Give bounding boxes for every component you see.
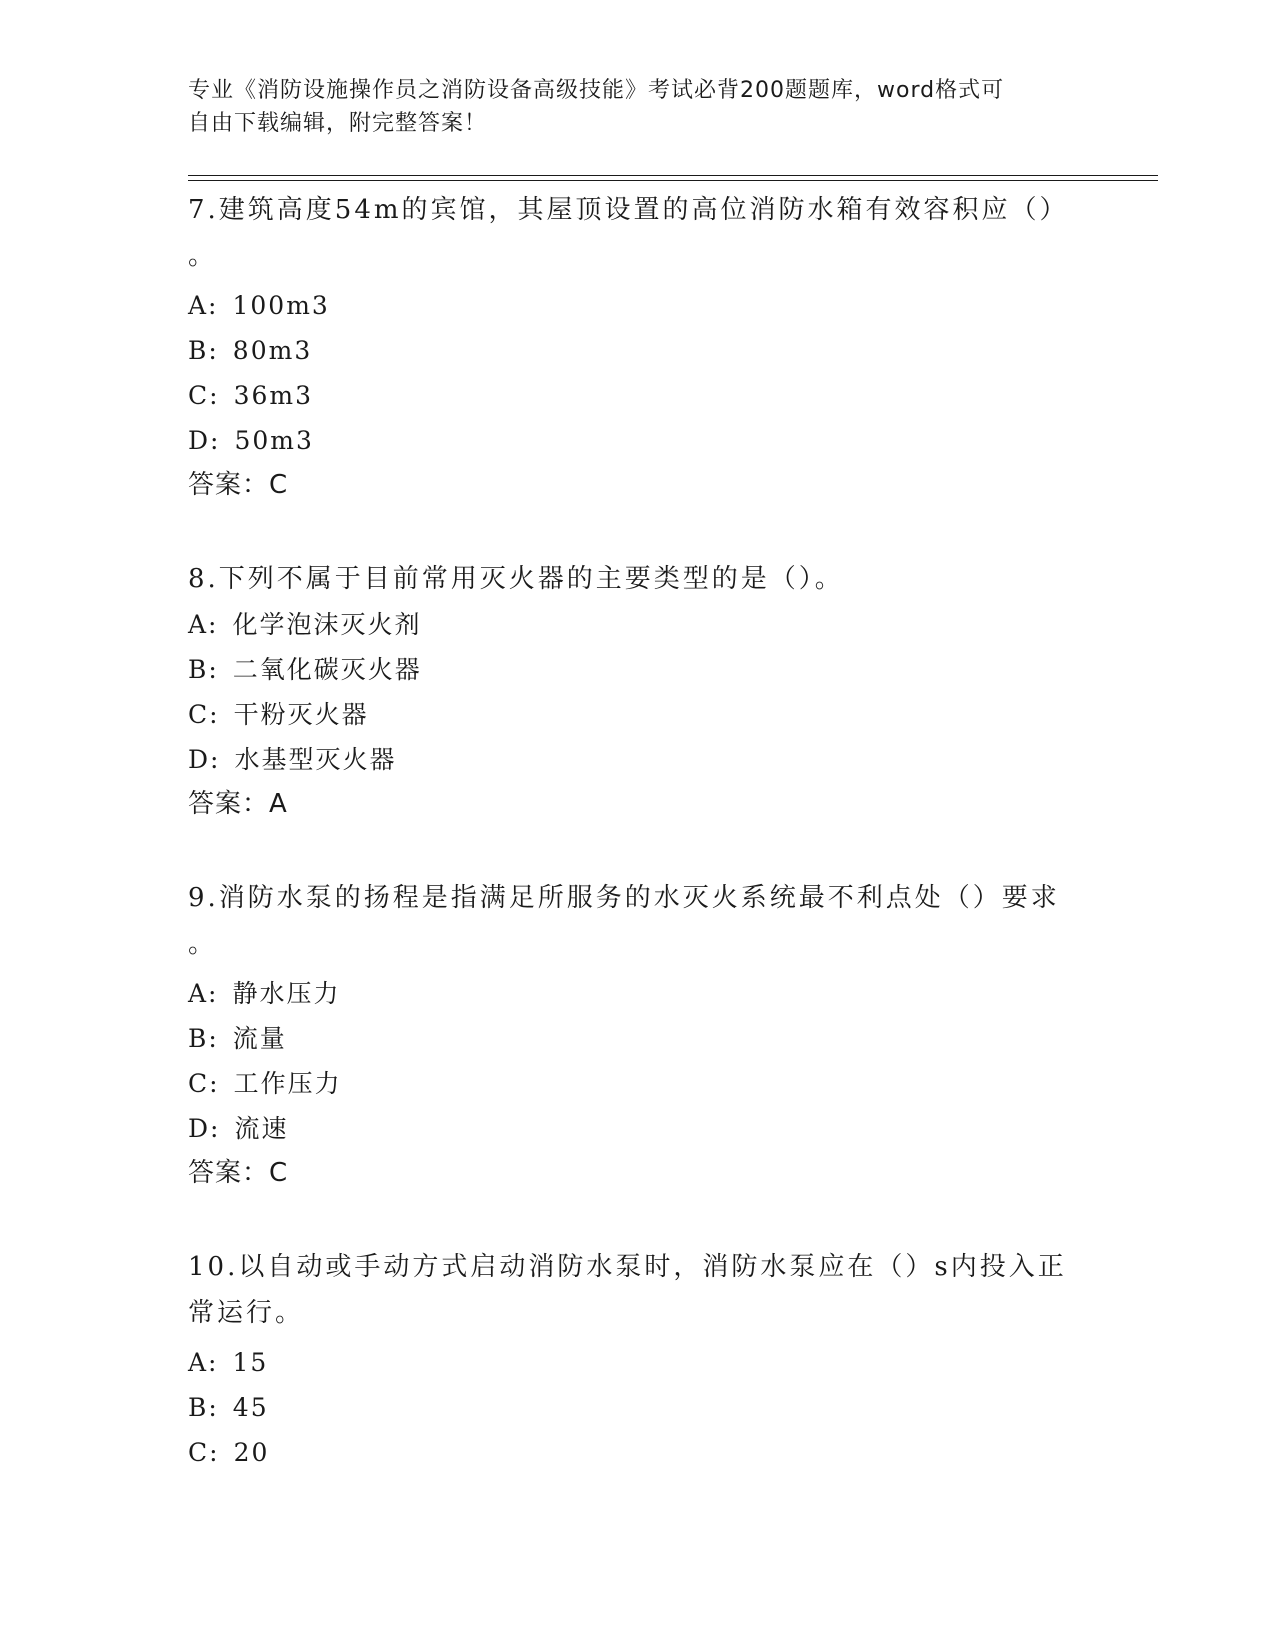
option-a [188, 602, 1088, 647]
option-key: C: [188, 1069, 220, 1098]
option-a [188, 1340, 1088, 1385]
option-key: D: [188, 426, 221, 455]
option-b [188, 647, 1088, 692]
option-value: 干粉灭火器 [233, 700, 369, 729]
question-text-continued: 常运行。 [188, 1298, 305, 1328]
question-text: 7.建筑高度54m的宾馆，其屋顶设置的高位消防水箱有效容积应（） [188, 195, 1069, 225]
option-key: C: [188, 700, 220, 729]
option-value: 15 [232, 1348, 269, 1377]
question-10 [188, 1244, 1088, 1475]
question-text-continued: 。 [188, 241, 218, 271]
option-c [188, 1061, 1088, 1106]
option-key: A: [188, 610, 219, 639]
option-c [188, 1430, 1088, 1475]
document-header [188, 74, 1088, 140]
option-value: 二氧化碳灭火器 [232, 655, 422, 684]
option-b [188, 1385, 1088, 1430]
header-divider-bottom [188, 180, 1158, 181]
question-text: 8.下列不属于目前常用灭火器的主要类型的是（）。 [188, 564, 844, 594]
option-b [188, 1016, 1088, 1061]
option-key: C: [188, 1438, 220, 1467]
option-d [188, 737, 1088, 782]
question-7 [188, 187, 1088, 508]
option-key: D: [188, 745, 221, 774]
question-text: 9.消防水泵的扬程是指满足所服务的水灭火系统最不利点处（）要求 [188, 883, 1060, 913]
option-c [188, 692, 1088, 737]
question-list [188, 187, 1088, 1523]
option-key: B: [188, 1393, 219, 1422]
answer-line: 答案：A [188, 789, 288, 819]
header-divider-top [188, 175, 1158, 176]
option-a [188, 971, 1088, 1016]
option-value: 工作压力 [233, 1069, 342, 1098]
question-9 [188, 875, 1088, 1196]
option-d [188, 1106, 1088, 1151]
option-key: A: [188, 1348, 219, 1377]
option-value: 化学泡沫灭火剂 [232, 610, 422, 639]
option-key: A: [188, 979, 219, 1008]
option-key: C: [188, 381, 220, 410]
option-value: 水基型灭火器 [234, 745, 397, 774]
option-value: 静水压力 [232, 979, 341, 1008]
answer-line: 答案：C [188, 470, 289, 500]
option-value: 流量 [232, 1024, 287, 1053]
option-value: 100m3 [232, 291, 330, 320]
option-value: 36m3 [233, 381, 313, 410]
option-value: 20 [233, 1438, 270, 1467]
header-line-2: 自由下载编辑，附完整答案！ [188, 111, 488, 136]
option-a [188, 283, 1088, 328]
question-8 [188, 556, 1088, 827]
option-key: B: [188, 1024, 219, 1053]
option-value: 80m3 [232, 336, 313, 365]
question-text: 10.以自动或手动方式启动消防水泵时，消防水泵应在（）s内投入正 [188, 1252, 1067, 1282]
option-key: B: [188, 655, 219, 684]
answer-line: 答案：C [188, 1158, 289, 1188]
option-key: A: [188, 291, 219, 320]
option-value: 流速 [234, 1114, 289, 1143]
question-text-continued: 。 [188, 929, 218, 959]
header-line-1: 专业《消防设施操作员之消防设备高级技能》考试必背200题题库，word格式可 [188, 78, 1005, 103]
option-key: D: [188, 1114, 221, 1143]
option-key: B: [188, 336, 219, 365]
option-c [188, 373, 1088, 418]
option-value: 45 [232, 1393, 269, 1422]
option-d [188, 418, 1088, 463]
option-b [188, 328, 1088, 373]
option-value: 50m3 [234, 426, 314, 455]
